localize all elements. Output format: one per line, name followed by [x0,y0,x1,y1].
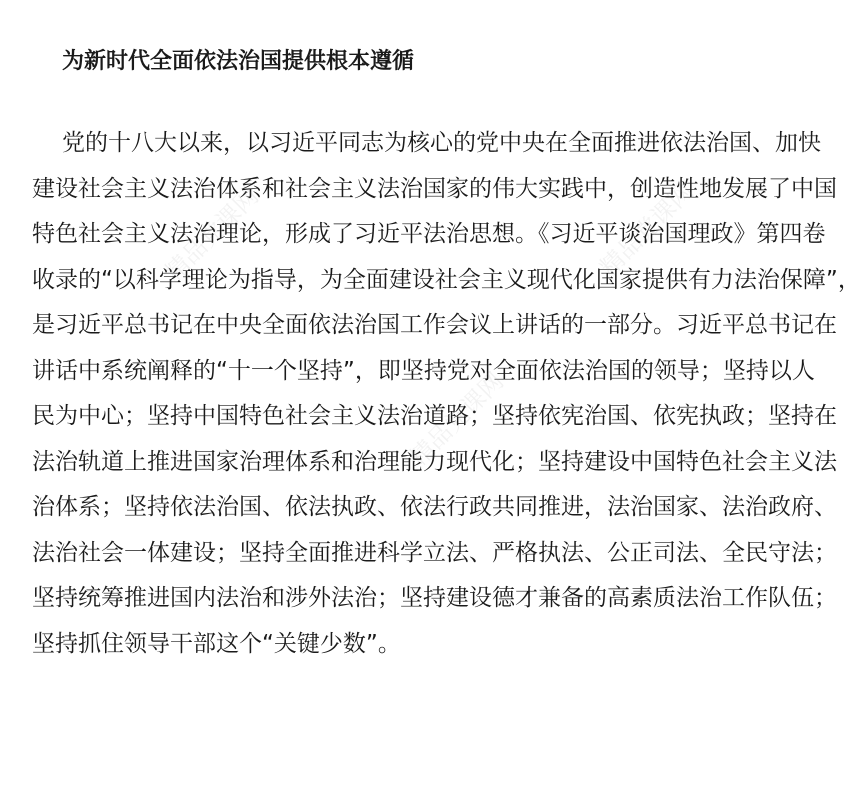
watermark-text: 精品党课网 [159,181,265,287]
paragraph-line: 收录的“以科学理论为指导，为全面建设社会主义现代化国家提供有力法治保障”， [32,266,861,293]
watermark-text: 精品党课网 [594,176,700,282]
paragraph-line: 建设社会主义法治体系和社会主义法治国家的伟大实践中，创造性地发展了中国 [32,175,837,202]
paragraph-line: 是习近平总书记在中央全面依法治国工作会议上讲话的一部分。习近平总书记在 [32,312,837,338]
paragraph-line: 坚持抓住领导干部这个“关键少数”。 [32,630,401,657]
paragraph-line: 法治轨道上推进国家治理体系和治理能力现代化；坚持建设中国特色社会主义法 [32,448,837,475]
watermark-text: 精品党课网 [404,366,510,472]
paragraph-line: 民为中心；坚持中国特色社会主义法治道路；坚持依宪治国、依宪执政；坚持在 [32,403,837,429]
paragraph-line: 党的十八大以来，以习近平同志为核心的党中央在全面推进依法治国、加快 [62,130,821,156]
article-body [32,121,861,667]
paragraph-line: 法治社会一体建设；坚持全面推进科学立法、严格执法、公正司法、全民守法； [32,539,837,566]
paragraph-line: 讲话中系统阐释的“十一个坚持”，即坚持党对全面依法治国的领导；坚持以人 [32,357,815,384]
article-title: 为新时代全面依法治国提供根本遵循 [62,49,415,74]
paragraph-line: 坚持统筹推进国内法治和涉外法治；坚持建设德才兼备的高素质法治工作队伍； [32,585,837,611]
paragraph-line: 特色社会主义法治理论，形成了习近平法治思想。《习近平谈治国理政》第四卷 [32,221,826,247]
paragraph-line: 治体系；坚持依法治国、依法执政、依法行政共同推进，法治国家、法治政府、 [32,494,837,520]
